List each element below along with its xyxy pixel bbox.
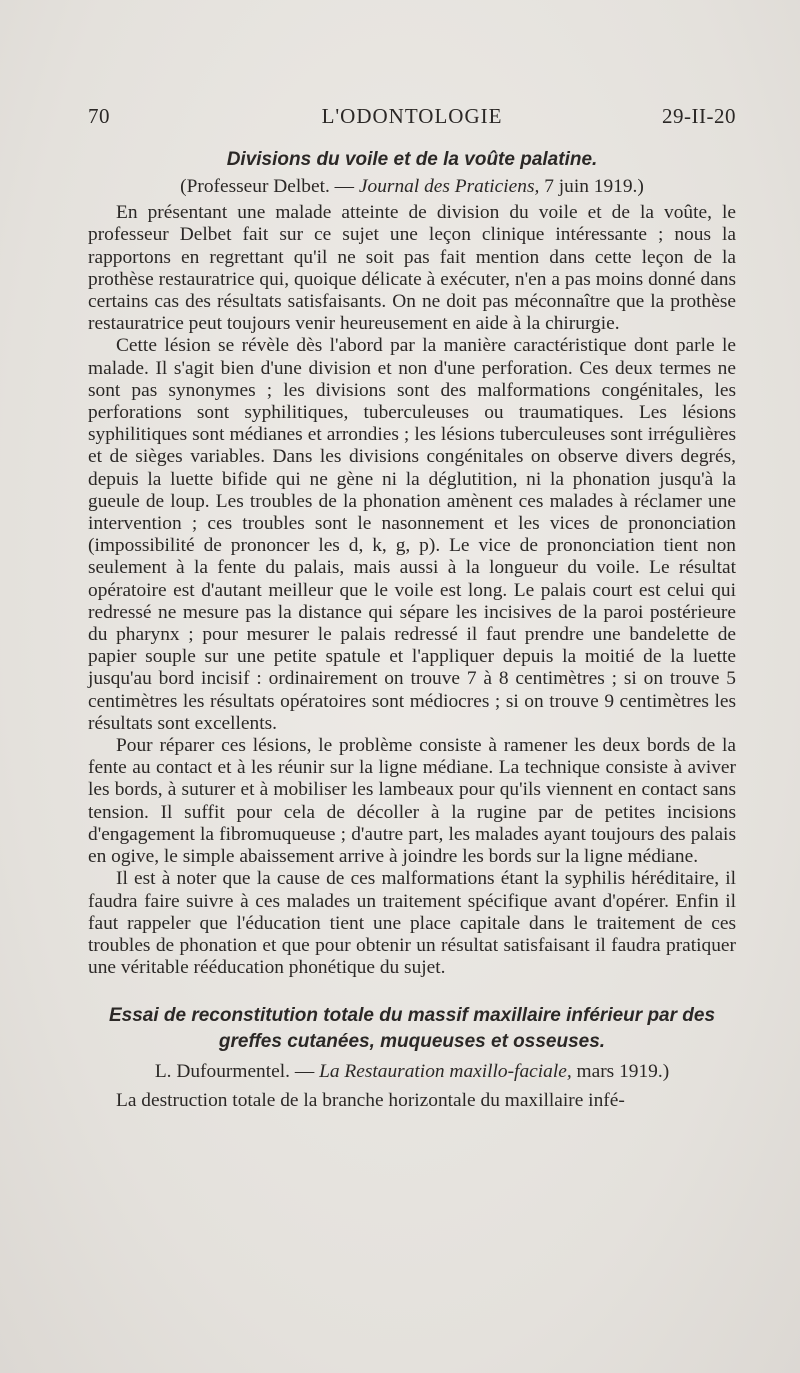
article2-paragraph-1: La destruction totale de la branche horizontale du maxillaire infé- bbox=[116, 1089, 625, 1111]
article2-source-author: L. Dufourmentel. — bbox=[154, 1061, 315, 1083]
article1-paragraph-3: Pour réparer ces lésions, le problème consiste à ramener les deux bords de la fente au contact et à les réunir sur la ligne médiane. La technique consiste à aviver les bords, à suturer et à mobiliser les lambeaux pour qu'ils viennent en contact sans tension. Il suffit pour cela de décoller à la rugine par de petites incisions d'engagement la fibromuqueuse ; d'autre part, les malades ayant toujours des palais en ogive, le simple abaissement arrive à joindre les bords sur la ligne médiane. bbox=[88, 735, 736, 868]
article1-title: Divisions du voile et de la voûte palatine. bbox=[226, 149, 598, 170]
article1-source-author: (Professeur Delbet. — bbox=[180, 176, 355, 197]
journal-title: L'ODONTOLOGIE bbox=[321, 104, 503, 128]
article1-paragraph-4: Il est à noter que la cause de ces malformations étant la syphilis héréditaire, il faudra faire suivre à ces malades un traitement spécifique avant d'opérer. Enfin il faut rappeler que l'éducation tient une place capitale dans le traitement de ces troubles de phonation et que pour obtenir un résultat satisfaisant il faudra pratiquer une véritable rééducation phonétique du sujet. bbox=[88, 868, 736, 979]
page-body bbox=[88, 148, 736, 1112]
article2-source-journal: La Restauration maxillo-faciale, bbox=[319, 1061, 572, 1083]
article1-paragraph-2: Cette lésion se révèle dès l'abord par la manière caractéristique dont parle le malade. Il s'agit bien d'une division et non d'une perforation. Ces deux termes ne sont pas synonymes ; les divisions sont des malformations congénitales, les perforations sont syphilitiques, tuberculeuses ou traumatiques. Les lésions syphilitiques sont médianes et arrondies ; les lésions tuberculeuses sont irrégulières et de sièges variables. Dans les divisions congénitales on observe divers degrés, depuis la luette bifide qui ne gène ni la déglutition, ni la phonation jusqu'à la gueule de loup. Les troubles de la phonation amènent ces malades à réclamer une intervention ; ces troubles sont le nasonnement et les vices de prononciation (impossibilité de prononcer les d, k, g, p). Le vice de prononciation tient non seulement à la fente du palais, mais aussi à la longueur du voile. Le résultat opératoire est d'autant meilleur que le voile est long. Le palais court est celui qui redressé ne mesure pas la distance qui sépare les incisives de la paroi postérieure du pharynx ; pour mesurer le palais redressé il faut prendre une bandelette de papier souple sur une petite spatule et l'appliquer depuis la moitié de la luette jusqu'au bord incisif : ordinairement on trouve 7 à 8 centimètres ; si on trouve 5 centimètres les résultats opératoires sont médiocres ; si on trouve 9 centimètres les résultats sont excellents. bbox=[88, 335, 736, 734]
article1-source bbox=[88, 176, 736, 198]
article2-source bbox=[88, 1061, 736, 1083]
article1-source-date: 7 juin 1919.) bbox=[544, 176, 644, 197]
article1-source-journal: Journal des Praticiens, bbox=[358, 176, 540, 197]
article2-title: Essai de reconstitution totale du massif maxillaire inférieur par des greffes cutanées, muqueuses et osseuses. bbox=[108, 1005, 716, 1053]
issue-date: 29-II-20 bbox=[662, 104, 736, 128]
article2-source-date: mars 1919.) bbox=[576, 1061, 670, 1083]
page-number: 70 bbox=[88, 104, 110, 128]
article1-paragraph-1: En présentant une malade atteinte de division du voile et de la voûte, le professeur Delbet fait sur ce sujet une leçon clinique intéressante ; nous la rapportons en regrettant qu'il ne soit pas fait mention dans cette leçon de la prothèse restauratrice qui, quoique délicate à exécuter, n'en a pas moins donné dans certains cas des résultats satisfaisants. On ne doit pas méconnaître que la prothèse restauratrice peut toujours venir heureusement en aide à la chirurgie. bbox=[88, 202, 736, 335]
